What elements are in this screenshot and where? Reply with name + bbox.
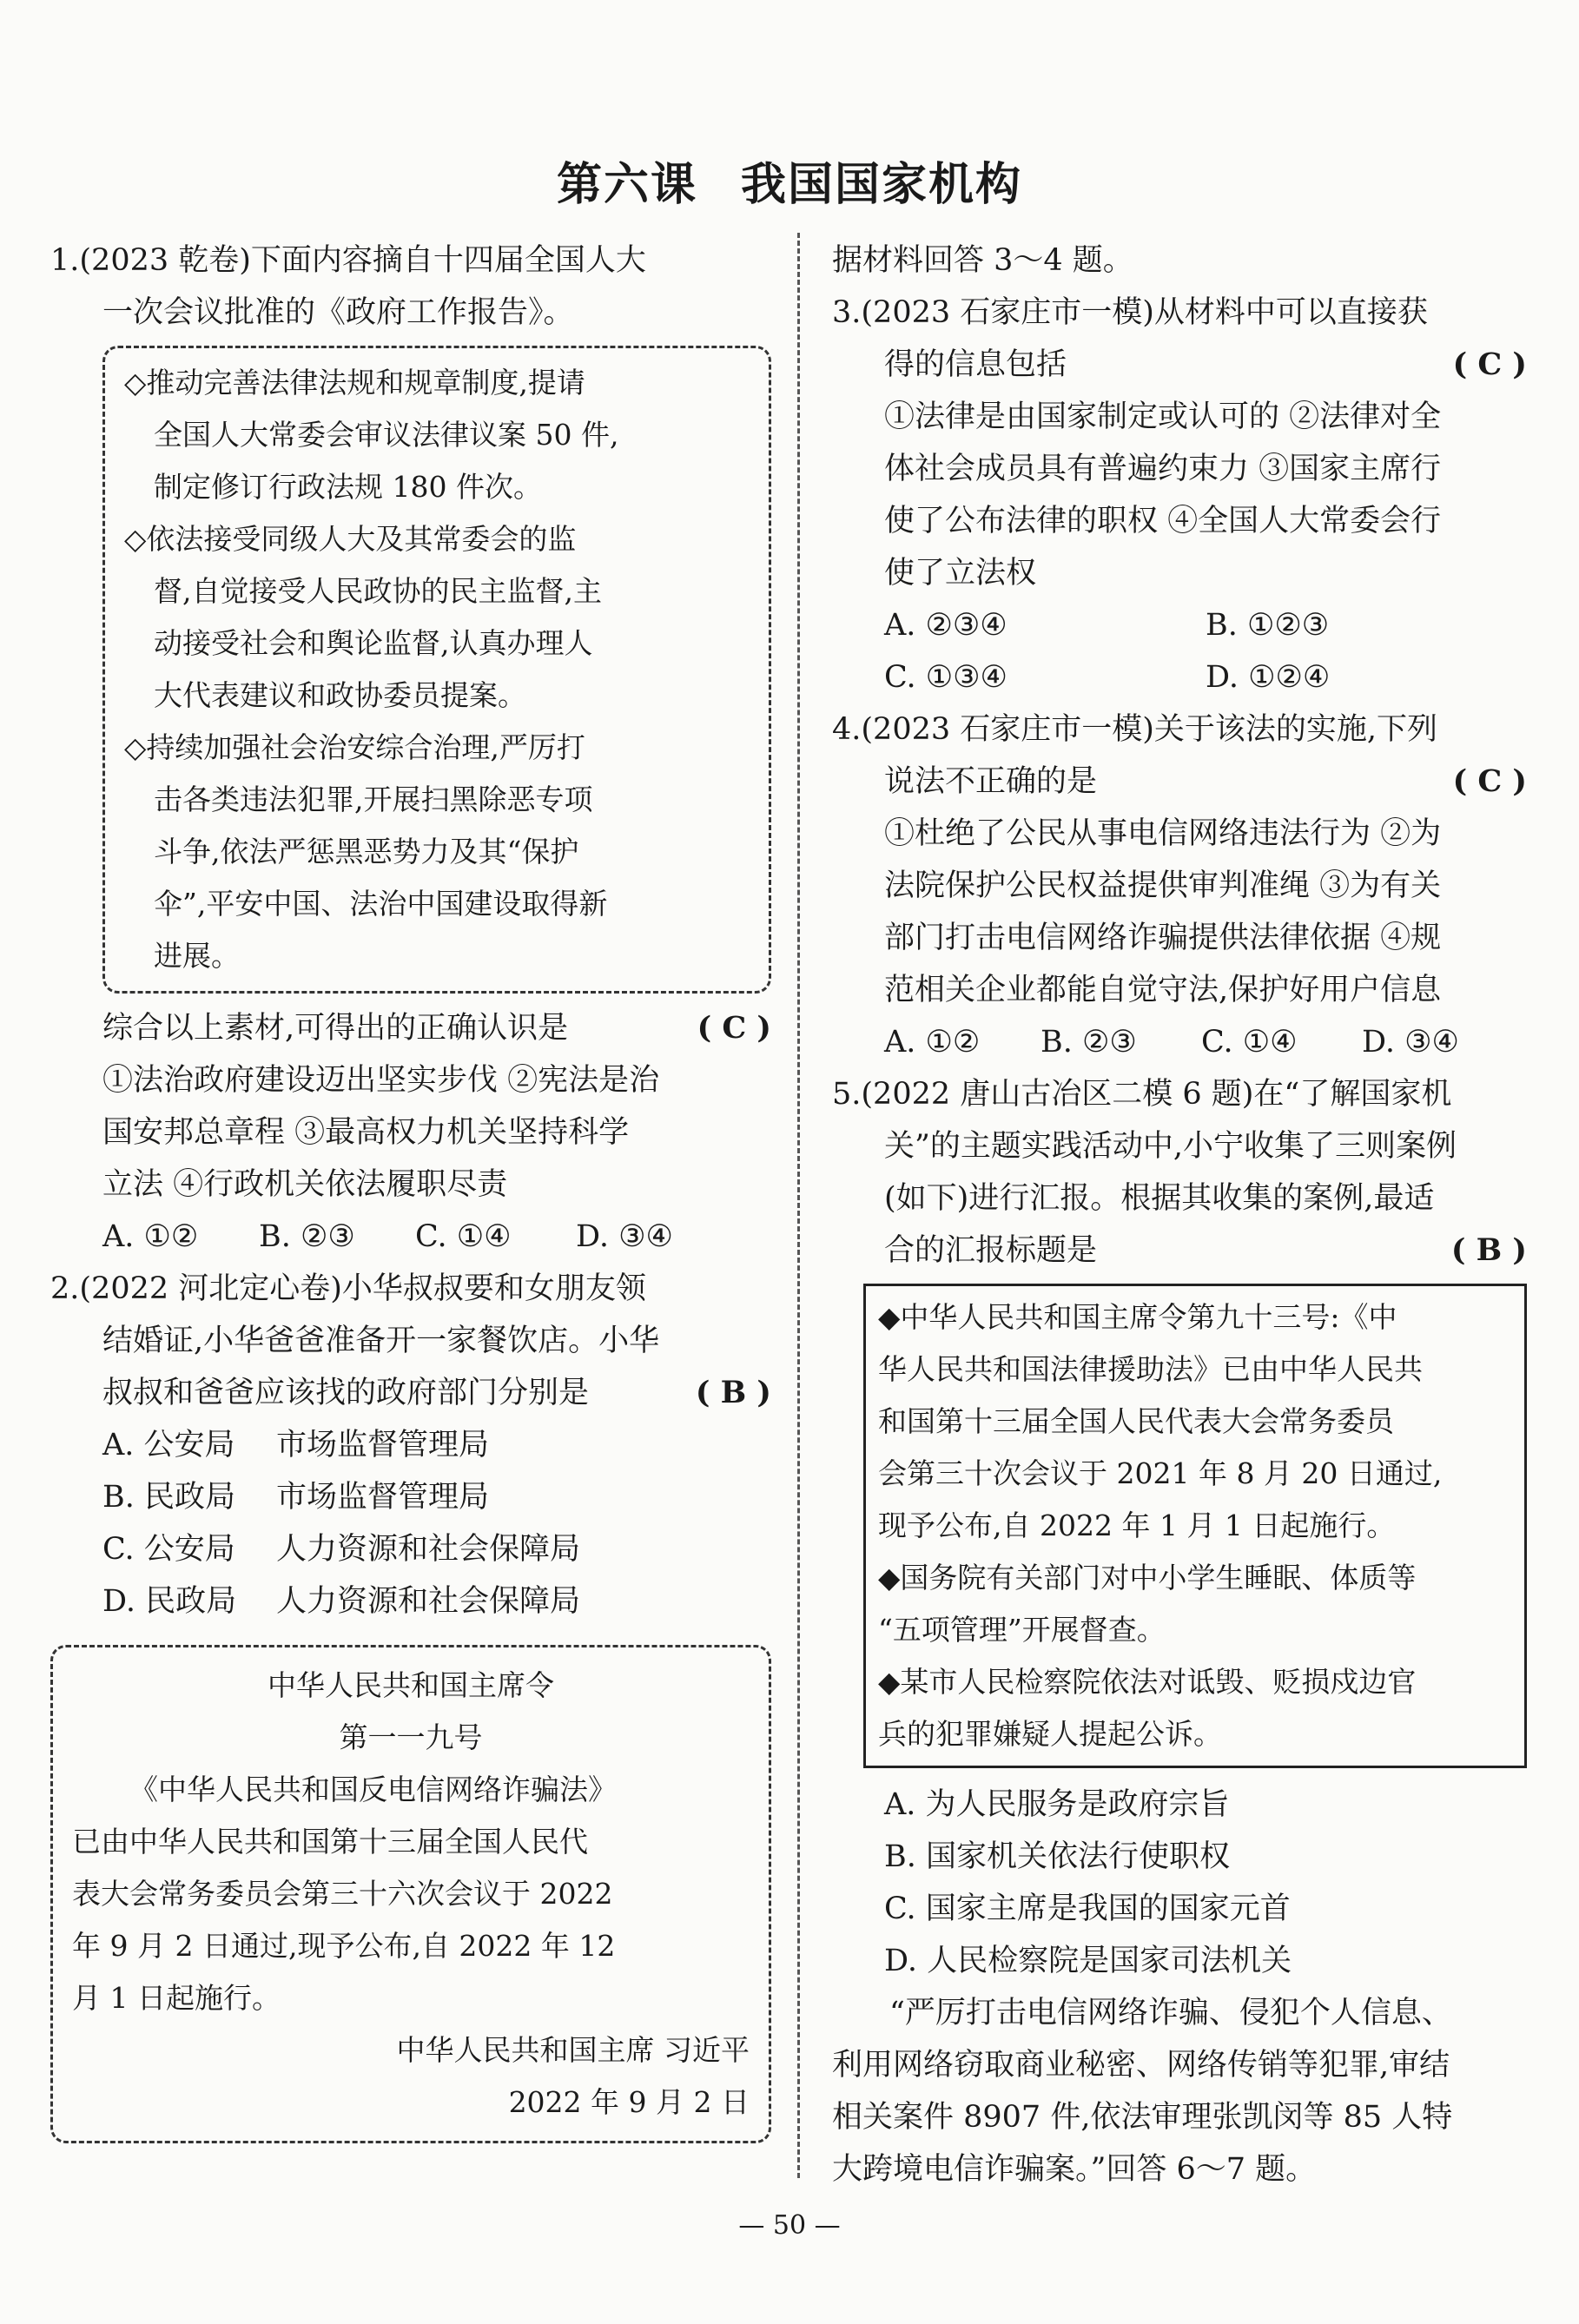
q5-case-line: 现予公布,自 2022 年 1 月 1 日起施行。 [878,1509,1396,1542]
order-body-line: 月 1 日起施行。 [72,1981,281,2015]
q5-case-line: ◆中华人民共和国主席令第九十三号:《中 [878,1300,1397,1334]
question-5 [832,1068,1527,1987]
q3-choice-a: A. ②③④ [884,608,1008,643]
q5-case-line: ◆国务院有关部门对中小学生睡眠、体质等 [878,1561,1417,1594]
q1-box-line: 大代表建议和政协委员提案。 [154,678,526,712]
presidential-order-box [50,1645,771,2143]
q4-line-2 [832,756,1527,808]
q2-choice-b [50,1471,771,1523]
q5-choice-d: D. 人民检察院是国家司法机关 [884,1944,1292,1978]
q1-choices [50,1211,771,1263]
q4-option-line: 范相关企业都能自觉守法,保护好用户信息 [884,973,1442,1007]
q1-box-line: 督,自觉接受人民政协的民主监督,主 [154,574,602,608]
q1-box-line: 斗争,依法严惩黑恶势力及其“保护 [154,835,579,868]
page-number: — 50 — [738,2210,841,2241]
q1-box-line: 动接受社会和舆论监督,认真办理人 [154,626,593,660]
q67-line: 利用网络窃取商业秘密、网络传销等犯罪,审结 [832,2048,1450,2083]
order-heading: 中华人民共和国主席令 [268,1668,554,1702]
q1-answer: ( C ) [697,1010,771,1046]
q3-option-line: 体社会成员具有普遍约束力 ③国家主席行 [884,452,1442,486]
page-title [0,148,1579,213]
q2-choice-c [50,1523,771,1575]
q5-choice-c: C. 国家主席是我国的国家元首 [884,1892,1291,1926]
order-body-line: 《中华人民共和国反电信网络诈骗法》 [129,1773,617,1806]
q4-line-1: 4.(2023 石家庄市一模)关于该法的实施,下列 [832,712,1438,747]
q4-choice-c: C. ①④ [1201,1025,1298,1060]
question-2 [50,1263,771,1627]
q1-box-line: ◇持续加强社会治安综合治理,严厉打 [124,730,585,764]
q4-option-line: 法院保护公民权益提供审判准绳 ③为有关 [884,868,1442,903]
q2-choice-label: B. 民政局 [102,1480,235,1515]
q1-option-line: 国安邦总章程 ③最高权力机关坚持科学 [102,1115,630,1150]
q1-box-line: ◇依法接受同级人大及其常委会的监 [124,522,577,556]
q3-line-1: 3.(2023 石家庄市一模)从材料中可以直接获 [832,295,1428,330]
q5-line-4-text: 合的汇报标题是 [884,1233,1098,1268]
q4-option-line: 部门打击电信网络诈骗提供法律依据 ④规 [884,921,1442,955]
q2-line-3-text: 叔叔和爸爸应该找的政府部门分别是 [102,1376,590,1410]
q3-choices-cd [832,651,1527,703]
lesson-number: 第六课 [556,159,697,211]
q5-case-line: 和国第十三届全国人民代表大会常务委员 [878,1404,1394,1438]
q1-line-2: 一次会议批准的《政府工作报告》。 [102,295,574,330]
q2-choice-text: 市场监督管理局 [276,1480,490,1515]
q5-case-line: 会第三十次会议于 2021 年 8 月 20 日通过, [878,1456,1443,1490]
q5-choice-a: A. 为人民服务是政府宗旨 [884,1787,1230,1822]
q3-option-line: 使了立法权 [884,556,1037,591]
q4-line-2-text: 说法不正确的是 [884,764,1098,799]
q1-choice-b: B. ②③ [259,1219,355,1254]
q5-choice-b: B. 国家机关依法行使职权 [884,1839,1230,1874]
q67-line: 大跨境电信诈骗案。”回答 6～7 题。 [832,2152,1317,2187]
order-date: 2022 年 9 月 2 日 [508,2085,750,2119]
q1-line-1: 1.(2023 乾卷)下面内容摘自十四届全国人大 [50,243,646,278]
q4-choice-d: D. ③④ [1362,1025,1459,1060]
q2-answer: ( B ) [695,1375,771,1410]
q2-choice-text: 市场监督管理局 [276,1428,490,1462]
left-column [50,234,771,2152]
q3-answer: ( C ) [1452,347,1527,382]
q3-choices-ab [832,599,1527,651]
order-number: 第一一九号 [339,1720,483,1754]
q67-line: “严厉打击电信网络诈骗、侵犯个人信息、 [889,1996,1452,2030]
q4-choice-b: B. ②③ [1041,1025,1137,1060]
q5-line-2: 关”的主题实践活动中,小宁收集了三则案例 [884,1129,1457,1164]
q5-line-1: 5.(2022 唐山古冶区二模 6 题)在“了解国家机 [832,1077,1452,1112]
q1-choice-d: D. ③④ [576,1219,673,1254]
order-body-line: 表大会常务委员会第三十六次会议于 2022 [72,1877,613,1911]
q3-line-2 [832,339,1527,391]
q4-answer: ( C ) [1452,763,1527,799]
q5-line-3: (如下)进行汇报。根据其收集的案例,最适 [884,1181,1435,1216]
q1-box-line: 进展。 [154,939,240,973]
q3-option-line: 使了公布法律的职权 ④全国人大常委会行 [884,504,1442,538]
q5-case-box [863,1284,1527,1768]
right-column [832,234,1527,2195]
order-body-line: 已由中华人民共和国第十三届全国人民代 [72,1825,588,1859]
q5-case-line: “五项管理”开展督查。 [878,1613,1166,1647]
q1-stem [50,1002,771,1054]
q3-line-2-text: 得的信息包括 [884,347,1067,382]
q4-choices [832,1016,1527,1068]
q5-line-4 [832,1225,1527,1277]
q2-line-1: 2.(2022 河北定心卷)小华叔叔要和女朋友领 [50,1271,646,1306]
q2-choice-d [50,1575,771,1627]
q5-case-line: 兵的犯罪嫌疑人提起公诉。 [878,1717,1222,1751]
q1-choice-a: A. ①② [102,1219,199,1254]
q2-choice-label: A. 公安局 [102,1428,235,1462]
q5-answer: ( B ) [1450,1232,1527,1268]
q4-choice-a: A. ①② [884,1025,981,1060]
q2-choice-label: C. 公安局 [102,1532,235,1567]
q2-choice-label: D. 民政局 [102,1584,237,1619]
q2-choice-text: 人力资源和社会保障局 [276,1532,581,1567]
q1-box-line: 伞”,平安中国、法治中国建设取得新 [154,887,608,921]
q2-line-3 [50,1367,771,1419]
question-1 [50,234,771,1263]
q1-stem-text: 综合以上素材,可得出的正确认识是 [102,1011,569,1046]
q1-option-line: 立法 ④行政机关依法履职尽责 [102,1167,508,1202]
q1-box-line: 全国人大常委会审议法律议案 50 件, [154,418,619,452]
question-3 [832,287,1527,703]
q3-choice-c: C. ①③④ [884,660,1008,695]
q3-option-line: ①法律是由国家制定或认可的 ②法律对全 [884,399,1442,434]
q5-case-line: 华人民共和国法律援助法》已由中华人民共 [878,1352,1423,1386]
q1-box-line: 击各类违法犯罪,开展扫黑除恶专项 [154,782,593,816]
q2-choice-text: 人力资源和社会保障局 [276,1584,581,1619]
q3-choice-b: B. ①②③ [1206,608,1330,643]
q1-box-line: 制定修订行政法规 180 件次。 [154,470,542,504]
q1-material-box [102,346,771,994]
q2-line-2: 结婚证,小华爸爸准备开一家餐饮店。小华 [102,1324,660,1358]
column-divider [797,233,800,2178]
q34-intro: 据材料回答 3～4 题。 [832,243,1133,278]
q1-option-line: ①法治政府建设迈出坚实步伐 ②宪法是治 [102,1063,660,1098]
q1-box-line: ◇推动完善法律法规和规章制度,提请 [124,366,585,399]
q67-line: 相关案件 8907 件,依法审理张凯闵等 85 人特 [832,2100,1453,2135]
q3-choice-d: D. ①②④ [1206,660,1331,695]
q67-material [832,1987,1527,2195]
question-4 [832,703,1527,1068]
q4-option-line: ①杜绝了公民从事电信网络违法行为 ②为 [884,816,1442,851]
lesson-name: 我国国家机构 [741,159,1023,211]
q1-choice-c: C. ①④ [415,1219,512,1254]
q5-case-line: ◆某市人民检察院依法对诋毁、贬损戍边官 [878,1665,1417,1699]
q2-choice-a [50,1419,771,1471]
order-signature: 中华人民共和国主席 习近平 [396,2033,750,2067]
order-body-line: 年 9 月 2 日通过,现予公布,自 2022 年 12 [72,1929,616,1963]
